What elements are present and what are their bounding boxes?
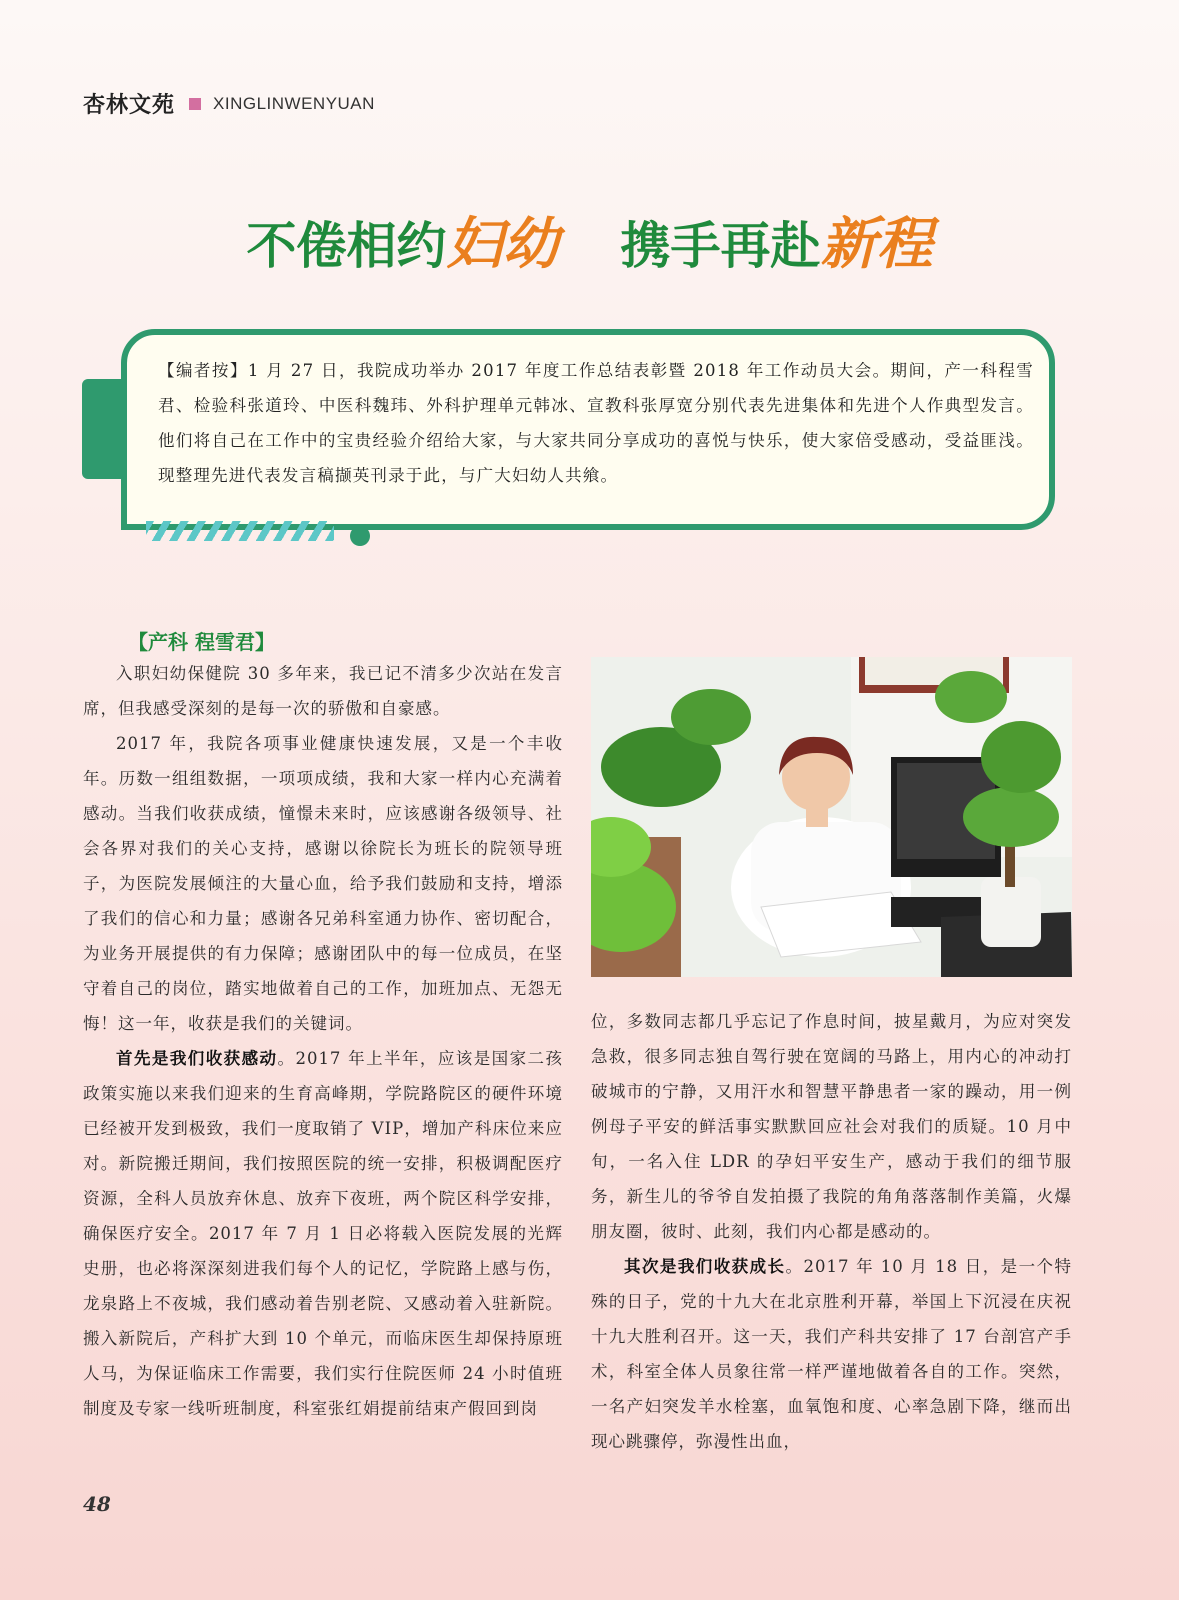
magazine-header [83, 88, 375, 119]
dot-decoration [350, 526, 370, 546]
paragraph: 位，多数同志都几乎忘记了作息时间，披星戴月，为应对突发急救，很多同志独自驾行驶在宽阔的马路上，用内心的冲动打破城市的宁静，又用汗水和智慧平静患者一家的躁动，用一例例母子平安的鲜活事实默默回应社会对我们的质疑。10 月中旬，一名入住 LDR 的孕妇平安生产，感动于我们的细节服务，新生儿的爷爷自发拍摄了我院的角角落落制作美篇，火爆朋友圈，彼时、此刻，我们内心都是感动的。 [591, 1012, 1072, 1241]
paragraph [83, 1041, 563, 1426]
section-name-cn: 杏林文苑 [83, 93, 176, 118]
bold-lead: 首先是我们收获感动 [116, 1049, 278, 1068]
paragraph: 入职妇幼保健院 30 多年来，我已记不清多少次站在发言席，但我感受深刻的是每一次的骄傲和自豪感。 [83, 664, 563, 718]
bold-lead: 其次是我们收获成长 [624, 1257, 786, 1276]
paragraph-text: 。2017 年上半年，应该是国家二孩政策实施以来我们迎来的生育高峰期，学院路院区的硬件环境已经被开发到极致，我们一度取销了 VIP，增加产科床位来应对。新院搬迁期间，我们按照医院的统一安排，积极调配医疗资源，全科人员放弃休息、放弃下夜班，两个院区科学安排，确保医疗安全。2017 年 7 月 1 日必将载入医院发展的光辉史册，也必将深深刻进我们每个人的记忆，学院路上感与伤，龙泉路上不夜城，我们感动着告别老院、又感动着入驻新院。搬入新院后，产科扩大到 10 个单元，而临床医生却保持原班人马，为保证临床工作需要，我们实行住院医师 24 小时值班制度及专家一线听班制度，科室张红娟提前结束产假回到岗 [83, 1049, 563, 1418]
left-column [83, 656, 563, 1426]
photo-illustration [591, 657, 1072, 977]
photo-doctor-at-desk [591, 657, 1072, 977]
title-part-4: 新程 [820, 211, 933, 277]
section-name-en: XINGLINWENYUAN [213, 93, 375, 113]
page-number: 48 [83, 1492, 111, 1516]
editor-note: 【编者按】1 月 27 日，我院成功举办 2017 年度工作总结表彰暨 2018 年工作动员大会。期间，产一科程雪君、检验科张道玲、中医科魏玮、外科护理单元韩冰、宣教科张厚宽分别代表先进集体和先进个人作典型发言。他们将自己在工作中的宝贵经验介绍给大家，与大家共同分享成功的喜悦与快乐，使大家倍受感动，受益匪浅。现整理先进代表发言稿撷英刊录于此，与广大妇幼人共飨。 [158, 361, 1034, 485]
author-heading: 【产科 程雪君】 [128, 630, 275, 654]
paragraph: 2017 年，我院各项事业健康快速发展，又是一个丰收年。历数一组组数据，一项项成绩，我和大家一样内心充满着感动。当我们收获成绩，憧憬未来时，应该感谢各级领导、社会各界对我们的关心支持，感谢以徐院长为班长的院领导班子，为医院发展倾注的大量心血，给予我们鼓励和支持，增添了我们的信心和力量；感谢各兄弟科室通力协作、密切配合，为业务开展提供的有力保障；感谢团队中的每一位成员，在坚守着自己的岗位，踏实地做着自己的工作，加班加点、无怨无悔！这一年，收获是我们的关键词。 [83, 734, 563, 1033]
right-column [591, 1004, 1072, 1459]
paragraph [591, 1249, 1072, 1459]
article-title [0, 200, 1179, 280]
pink-square-icon [189, 98, 201, 110]
stripe-decoration [146, 521, 334, 541]
title-part-1: 不倦相约 [246, 217, 447, 275]
paragraph-text: 。2017 年 10 月 18 日，是一个特殊的日子，党的十九大在北京胜利开幕，举国上下沉浸在庆祝十九大胜利召开。这一天，我们产科共安排了 17 台剖宫产手术，科室全体人员象往常一样严谨地做着各自的工作。突然，一名产妇突发羊水栓塞，血氧饱和度、心率急剧下降，继而出现心跳骤停，弥漫性出血， [591, 1257, 1073, 1451]
title-part-3: 携手再赴 [620, 217, 821, 275]
title-part-2: 妇幼 [446, 211, 559, 277]
